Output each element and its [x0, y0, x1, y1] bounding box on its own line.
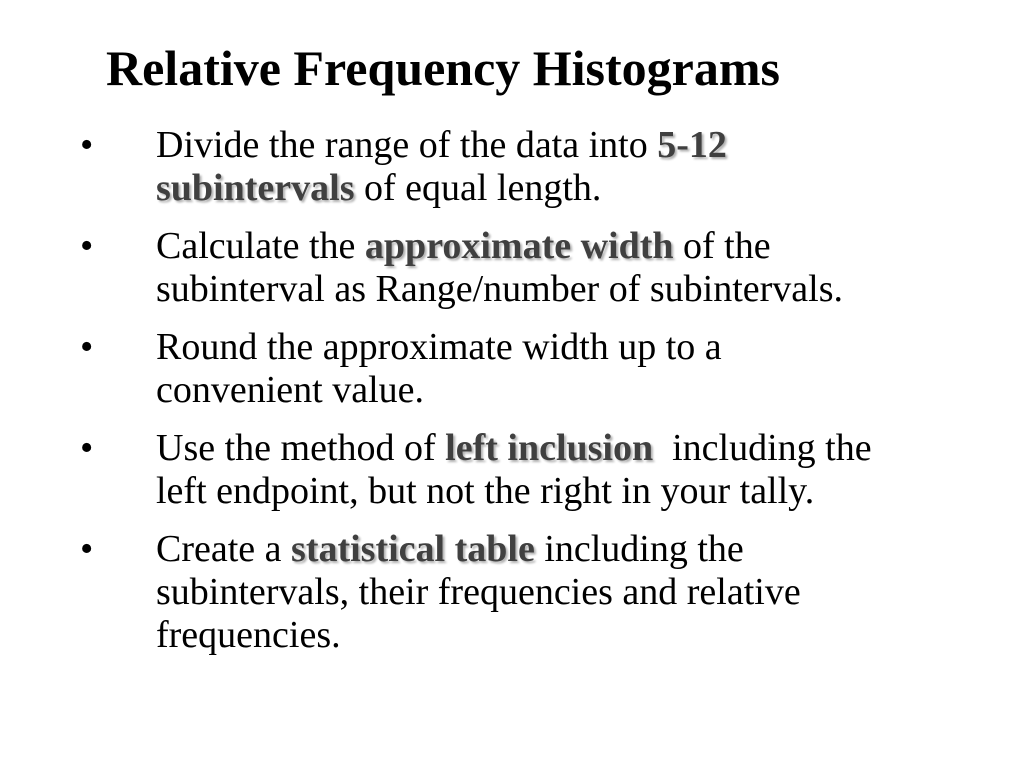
text-segment: of equal length. — [354, 167, 602, 209]
bullet-item — [0, 528, 1024, 657]
text-segment: left endpoint, but not the right in your tally. — [156, 470, 815, 512]
highlighted-term: left inclusion — [445, 427, 654, 469]
bullet-line — [156, 225, 1024, 268]
bullet-marker: • — [80, 427, 94, 469]
highlighted-term: approximate width — [364, 225, 674, 267]
text-segment: Create a — [156, 528, 292, 570]
bullet-line — [156, 124, 1024, 167]
bullet-item — [0, 124, 1024, 210]
text-segment: frequencies. — [156, 614, 341, 656]
text-segment: convenient value. — [156, 369, 425, 411]
slide-title: Relative Frequency Histograms — [106, 40, 780, 96]
bullet-list — [0, 124, 1024, 672]
highlighted-term: 5-12 — [657, 124, 727, 166]
bullet-item — [0, 225, 1024, 311]
text-segment: Use the method of — [156, 427, 446, 469]
highlighted-term: subintervals — [156, 167, 355, 209]
bullet-marker: • — [80, 326, 94, 368]
bullet-item — [0, 326, 1024, 412]
text-segment: including the — [653, 427, 872, 469]
text-segment: subinterval as Range/number of subintervals. — [156, 268, 844, 310]
bullet-line — [156, 571, 1024, 614]
highlighted-term: statistical table — [291, 528, 535, 570]
bullet-marker: • — [80, 225, 94, 267]
text-segment: Calculate the — [156, 225, 365, 267]
text-segment: Divide the range of the data into — [156, 124, 658, 166]
bullet-line — [156, 326, 1024, 369]
bullet-marker: • — [80, 124, 94, 166]
text-segment: of the — [673, 225, 771, 267]
bullet-line — [156, 167, 1024, 210]
bullet-line — [156, 369, 1024, 412]
bullet-line — [156, 614, 1024, 657]
bullet-line — [156, 470, 1024, 513]
bullet-item — [0, 427, 1024, 513]
text-segment: including the — [534, 528, 744, 570]
text-segment: Round the approximate width up to a — [156, 326, 722, 368]
bullet-line — [156, 268, 1024, 311]
bullet-text — [156, 326, 1024, 412]
bullet-text — [156, 225, 1024, 311]
bullet-marker: • — [80, 528, 94, 570]
bullet-text — [156, 124, 1024, 210]
bullet-text — [156, 427, 1024, 513]
bullet-text — [156, 528, 1024, 657]
bullet-line — [156, 427, 1024, 470]
bullet-line — [156, 528, 1024, 571]
text-segment: subintervals, their frequencies and relative — [156, 571, 801, 613]
